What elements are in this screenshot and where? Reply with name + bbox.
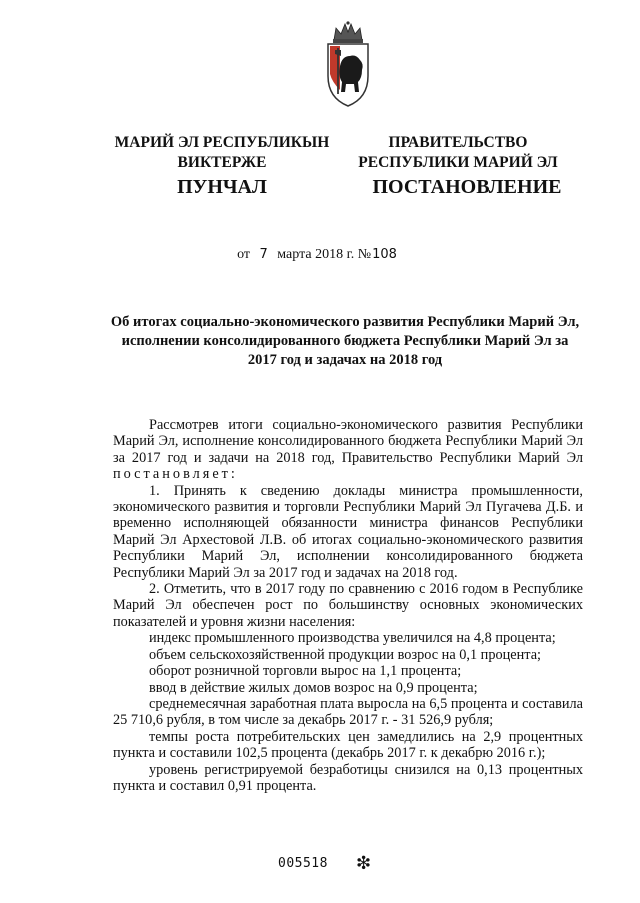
crown-icon <box>333 21 363 43</box>
date-prefix: от <box>237 247 250 262</box>
header-left-line2: ВИКТЕРЖЕ <box>177 154 267 171</box>
date-line <box>0 247 640 263</box>
document-number-label: № <box>357 247 372 262</box>
date-month-year: марта 2018 г. <box>277 247 355 262</box>
indicator-item: среднемесячная заработная плата выросла на 6,5 процента и составила 25 710,6 рубля, в том числе за декабрь 2017 г. - 31 526,9 рубля; <box>113 695 583 729</box>
intro-text: Рассмотрев итоги социально-экономического развития Республики Марий Эл, исполнение консолидированного бюджета Республики Марий Эл за 2017 год и задачи на 2018 год, Правительство Республики Марий Эл <box>113 417 583 466</box>
document-title: Об итогах социально-экономического развития Республики Марий Эл, исполнении консолидированного бюджета Республики Марий Эл за 2017 год и задачах на 2018 год <box>110 314 580 368</box>
indicator-item: ввод в действие жилых домов возрос на 0,9 процента; <box>149 679 478 696</box>
indicator-item: темпы роста потребительских цен замедлились на 2,9 процентных пункта и составили 102,5 процента (декабрь 2017 г. к декабрю 2016 г.); <box>113 728 583 762</box>
indicator-item: объем сельскохозяйственной продукции возрос на 0,1 процента; <box>149 646 542 663</box>
header-left-line1: МАРИЙ ЭЛ РЕСПУБЛИКЫН <box>114 134 330 151</box>
date-day: 7 <box>259 247 268 262</box>
header-right <box>352 133 564 173</box>
indicator-item: уровень регистрируемой безработицы снизился на 0,13 процентных пункта и составил 0,91 процента. <box>113 761 583 794</box>
footer-serial-code: 005518 <box>278 856 328 871</box>
document-body <box>113 417 583 794</box>
item-1: 1. Принять к сведению доклады министра промышленности, экономического развития и торговли Республики Марий Эл Пугачева Д.Б. и временно исполняющей обязанности министра финансов Республики Марий Эл Архестовой Л.В. об итогах социально-экономического развития Республики Марий Эл, исполнении консолидированного бюджета Республики Марий Эл за 2017 год и задачах на 2018 год. <box>113 482 583 581</box>
header-right-line2: РЕСПУБЛИКИ МАРИЙ ЭЛ <box>358 154 558 171</box>
header-right-doc-type: ПОСТАНОВЛЕНИЕ <box>372 176 562 198</box>
header-right-line1: ПРАВИТЕЛЬСТВО <box>388 134 528 151</box>
header-left-doc-type: ПУНЧАЛ <box>177 176 267 198</box>
resolves-text: постановляет: <box>113 466 238 483</box>
intro-paragraph <box>113 417 583 483</box>
coat-of-arms-emblem <box>318 20 378 110</box>
item-2: 2. Отметить, что в 2017 году по сравнению с 2016 годом в Республике Марий Эл обеспечен рост по большинству основных экономических показателей и уровня жизни населения: <box>113 581 583 630</box>
indicator-item: оборот розничной торговли вырос на 1,1 процента; <box>149 663 462 680</box>
header-left <box>102 133 342 173</box>
document-number: 108 <box>372 247 397 262</box>
footer-mark-icon: ❇ <box>356 853 372 874</box>
indicator-item: индекс промышленного производства увеличился на 4,8 процента; <box>149 630 556 647</box>
